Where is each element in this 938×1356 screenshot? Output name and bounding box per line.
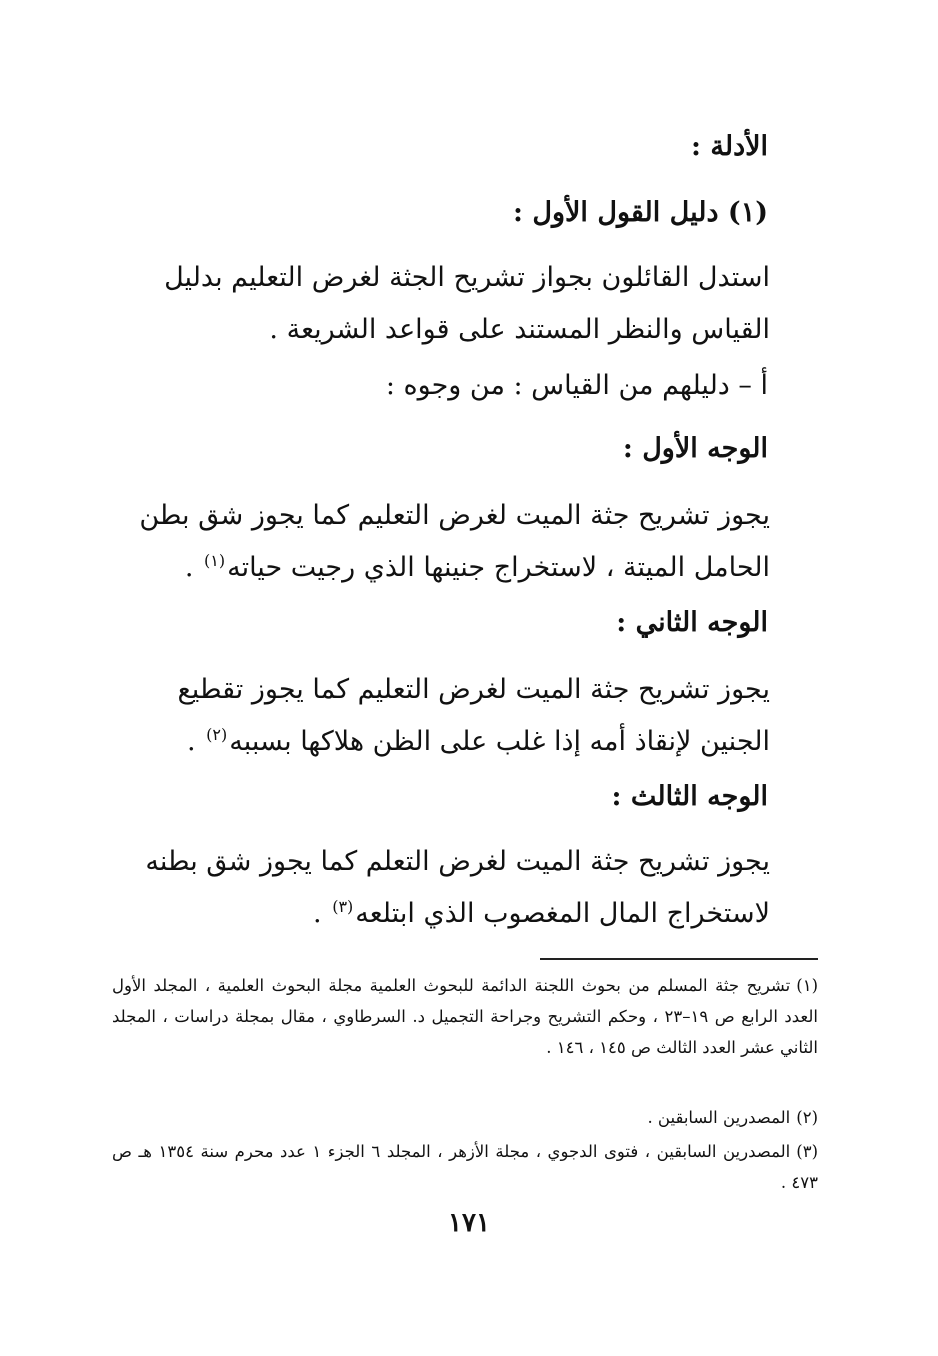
footnote-ref-1[interactable]: (١) (204, 551, 226, 570)
first-opinion-heading: (١) دليل القول الأول : (513, 197, 768, 228)
footnote-text: المصدرين السابقين . (647, 1108, 791, 1127)
analogy-heading: أ – دليلهم من القياس : من وجوه : (385, 370, 768, 401)
footnote-text: المصدرين السابقين ، فتوى الدجوي ، مجلة الأزهر ، المجلد ٦ الجزء ١ عدد محرم سنة ١٣٥٤ هـ ص ٤٧٣ . (112, 1142, 818, 1192)
aspect2-paragraph (108, 664, 770, 768)
aspect2-text: يجوز تشريح جثة الميت لغرض التعليم كما يجوز تقطيع الجنين لإنقاذ أمه إذا غلب على الظن هلاكها بسببه (177, 674, 770, 757)
intro-paragraph (108, 252, 770, 356)
aspect3-heading: الوجه الثالث : (611, 781, 768, 812)
footnote-number: (٣) (796, 1142, 818, 1161)
footnote-number: (١) (796, 976, 818, 995)
footnote-number: (٢) (796, 1108, 818, 1127)
footnote-ref-3[interactable]: (٣) (332, 897, 354, 916)
footnote-1 (112, 970, 818, 1063)
aspect1-paragraph (108, 490, 770, 594)
aspect3-text: يجوز تشريح جثة الميت لغرض التعلم كما يجوز شق بطنه لاستخراج المال المغصوب الذي ابتلعه (145, 846, 770, 929)
aspect1-text: يجوز تشريح جثة الميت لغرض التعليم كما يجوز شق بطن الحامل الميتة ، لاستخراج جنينها الذي رجيت حياته (139, 500, 770, 583)
footnote-divider (540, 958, 818, 960)
aspect3-paragraph (108, 836, 770, 940)
end-mark: . (313, 898, 322, 929)
aspect2-heading: الوجه الثاني : (616, 607, 768, 638)
evidence-heading: الأدلة : (691, 131, 768, 162)
page-number: ١٧١ (448, 1208, 490, 1238)
footnote-3 (112, 1136, 818, 1198)
end-mark: . (184, 552, 194, 583)
end-mark: . (186, 726, 196, 757)
footnote-2 (112, 1102, 818, 1133)
footnote-text: تشريح جثة المسلم من بحوث اللجنة الدائمة للبحوث العلمية مجلة البحوث العلمية ، المجلد الأول العدد الرابع ص ١٩–٢٣ ، وحكم التشريح وجراحة التجميل د. السرطاوي ، مقال بمجلة دراسات ، المجلد الثاني عشر العدد الثالث ص ١٤٥ ، ١٤٦ . (112, 976, 819, 1057)
footnote-ref-2[interactable]: (٢) (206, 725, 228, 744)
aspect1-heading: الوجه الأول : (622, 433, 768, 464)
intro-text: استدل القائلون بجواز تشريح الجثة لغرض التعليم بدليل القياس والنظر المستند على قواعد الشريعة . (164, 262, 770, 345)
